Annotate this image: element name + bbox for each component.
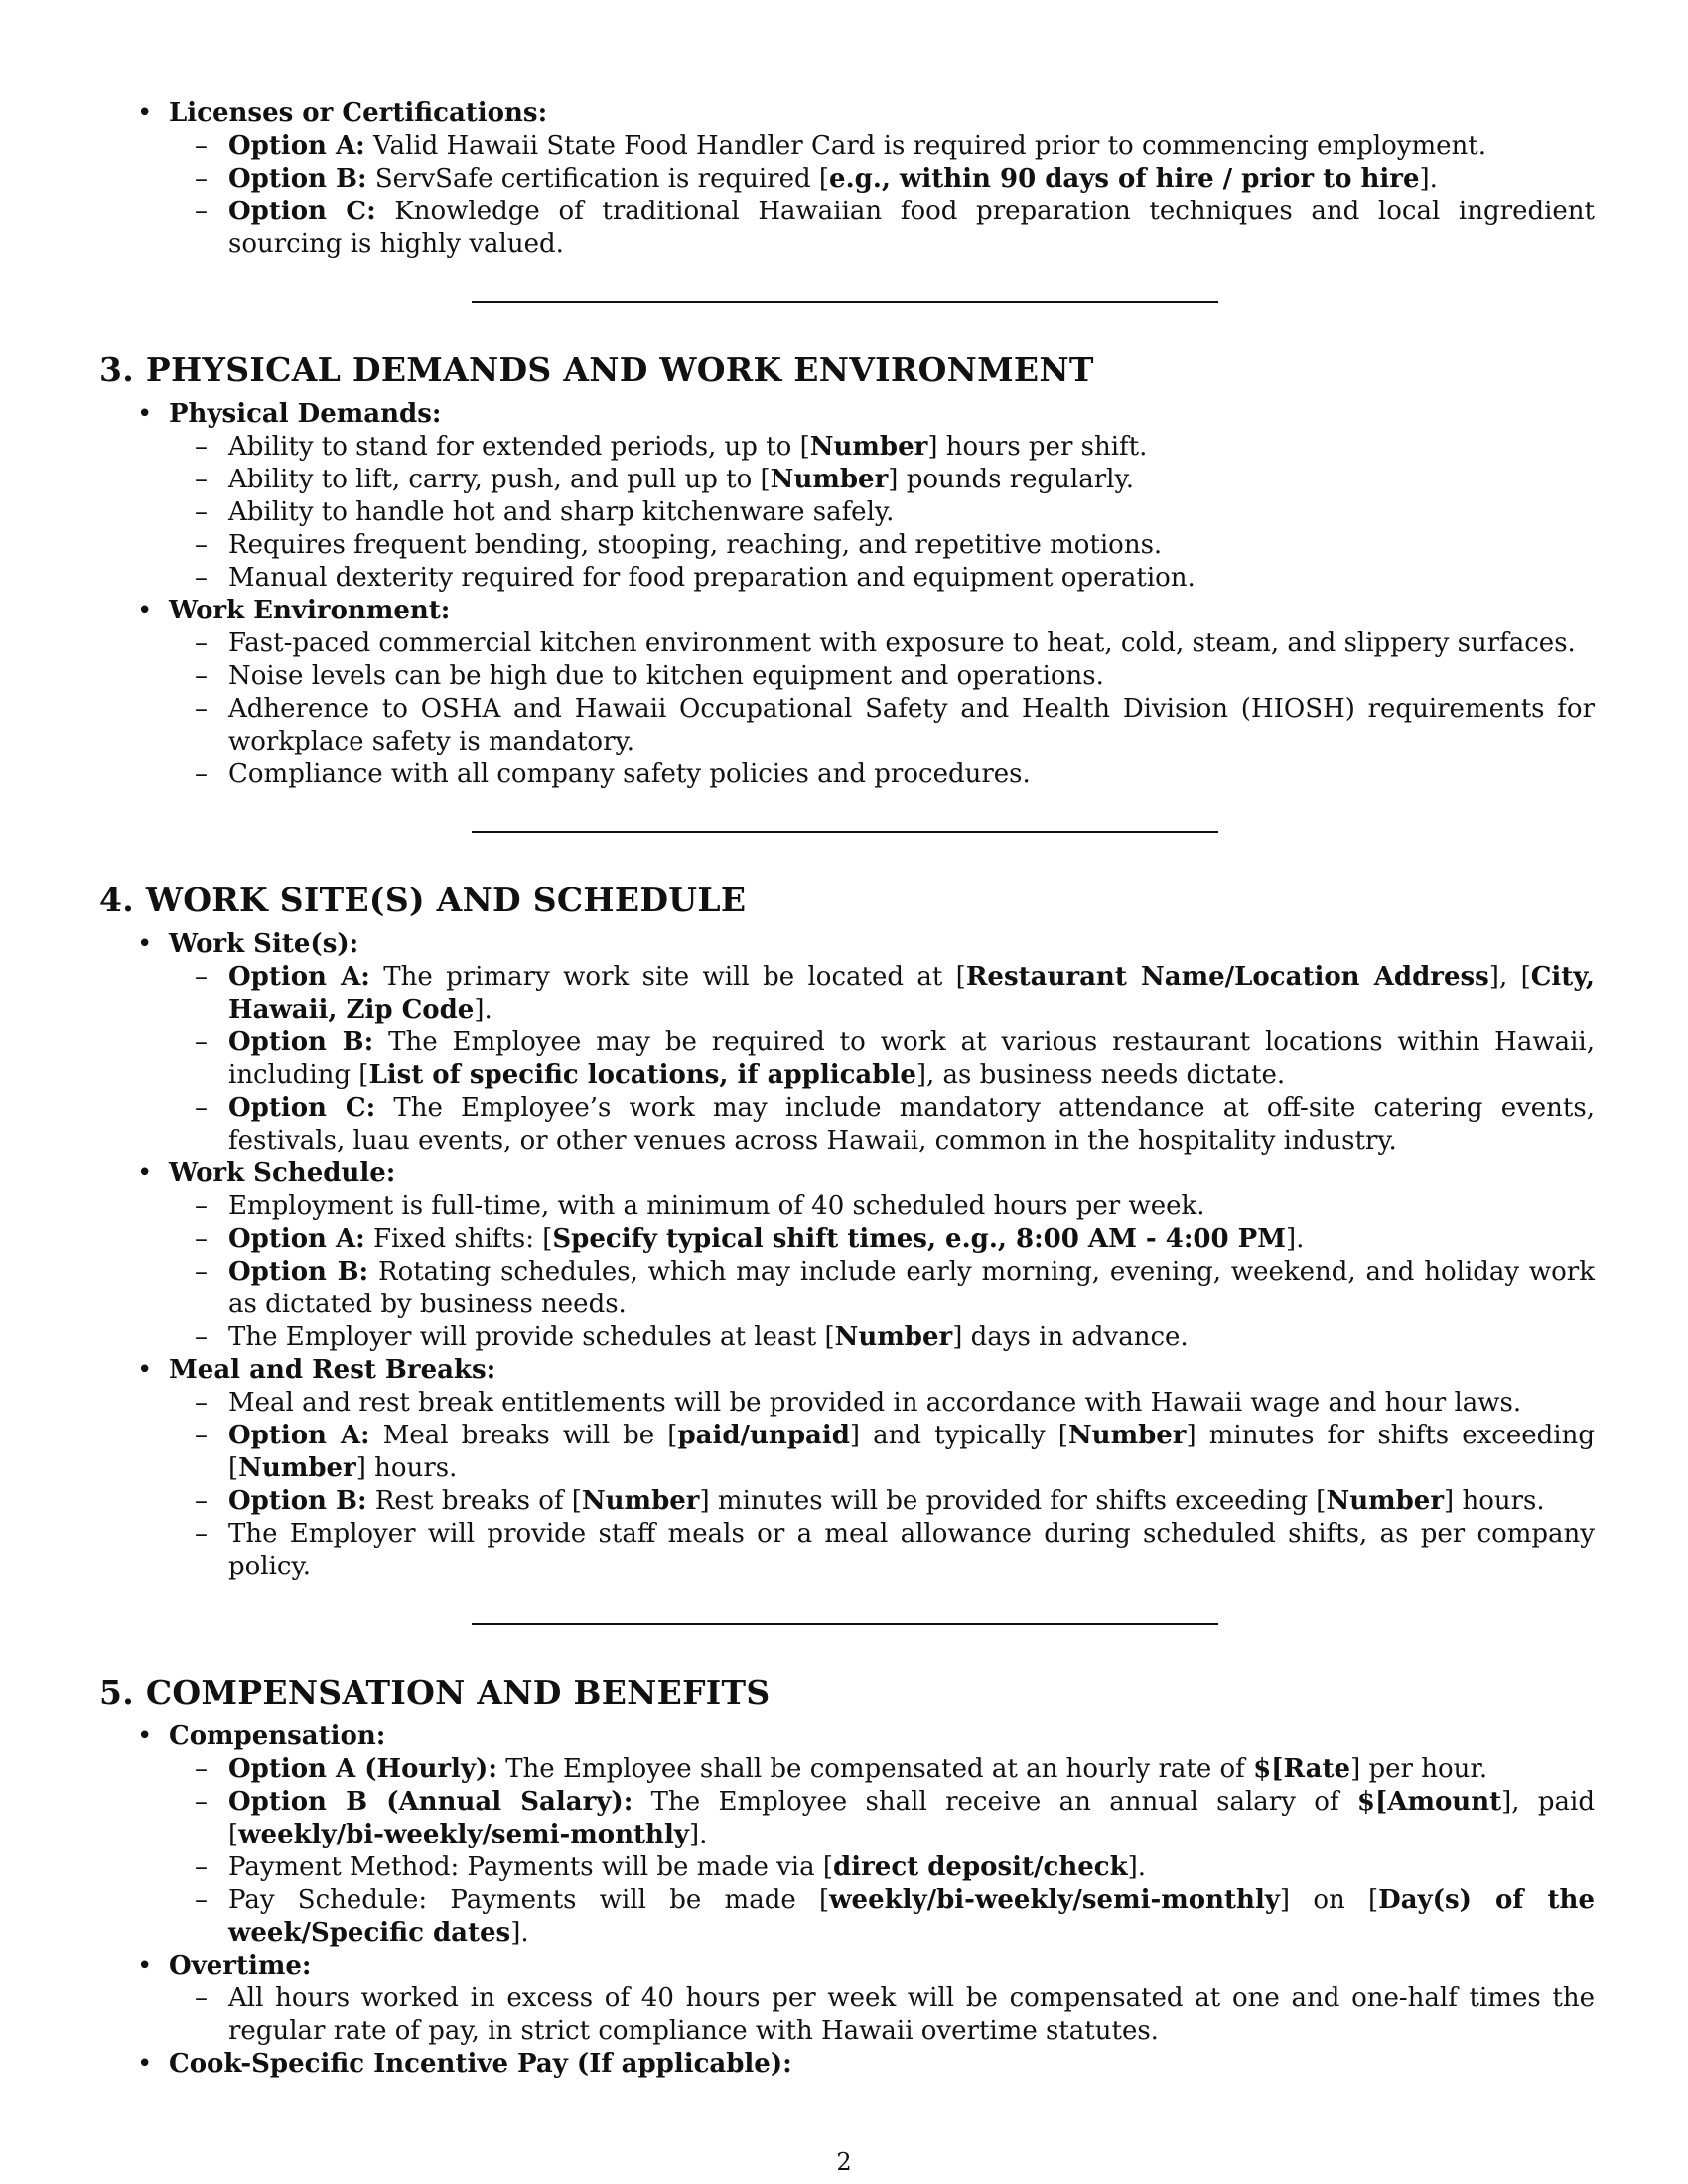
work-environment-title: Work Environment:: [169, 596, 451, 625]
option-text: ].: [688, 1820, 708, 1849]
option-text: Fixed shifts: [: [364, 1224, 553, 1254]
meal-breaks-item: [99, 1354, 1595, 1583]
placeholder-text: $[Rate: [1253, 1754, 1351, 1784]
placeholder-text: weekly/bi-weekly/semi-monthly: [238, 1820, 689, 1849]
payment-method: [169, 1851, 1595, 1884]
option-label: Option B:: [228, 164, 367, 194]
option-label: Option A:: [228, 1421, 370, 1450]
work-environment-item: [99, 595, 1595, 791]
option-text: The Employee shall receive an annual salary of: [633, 1787, 1357, 1817]
placeholder-text: Number: [238, 1453, 356, 1483]
overtime-subitems: [169, 1982, 1595, 2048]
section-heading-work-sites: 4. WORK SITE(S) AND SCHEDULE: [99, 881, 747, 919]
option-text: ], [: [1488, 962, 1531, 992]
option-label: Option B:: [228, 1027, 374, 1057]
physical-demands-list: [99, 398, 1595, 791]
placeholder-text: $[Amount: [1356, 1787, 1502, 1817]
option-label: Option C:: [228, 1093, 376, 1123]
licenses-list: [99, 97, 1595, 261]
section-heading-compensation: 5. COMPENSATION AND BENEFITS: [99, 1673, 771, 1711]
option-text: ] minutes for shifts exceeding [: [228, 1421, 1595, 1483]
licenses-options: [169, 130, 1595, 261]
item-text: Pay Schedule: Payments will be made [: [228, 1885, 830, 1915]
work-sites-options: [169, 961, 1595, 1158]
physical-demands-item: [99, 398, 1595, 595]
list-item: – The Employer will provide staff meals or a meal allowance during scheduled shifts, as per company policy.: [169, 1518, 1595, 1583]
option-text: ], paid [: [228, 1787, 1595, 1849]
list-item: – Manual dexterity required for food preparation and equipment operation.: [169, 562, 1595, 595]
placeholder-text: Restaurant Name/Location Address: [965, 962, 1489, 992]
physical-demands-subitems: [169, 431, 1595, 595]
placeholder-text: Number: [834, 1322, 953, 1352]
placeholder-text: Number: [581, 1486, 700, 1516]
pay-schedule: [169, 1884, 1595, 1950]
placeholder-text: City, Hawaii, Zip Code: [228, 962, 1595, 1024]
option-label: Option A:: [228, 1224, 365, 1254]
placeholder-text: weekly/bi-weekly/semi-monthly: [829, 1885, 1280, 1915]
option-text: ].: [474, 995, 492, 1024]
item-text: The Employer will provide schedules at least [: [228, 1322, 835, 1352]
placeholder-text: Day(s) of the week/Specific dates: [228, 1885, 1595, 1948]
option-text: Meal breaks will be [: [369, 1421, 678, 1450]
licenses-option-b: [169, 163, 1595, 196]
breaks-option-a: [169, 1420, 1595, 1485]
work-site-option-a: [169, 961, 1595, 1026]
option-text: The Employee may be required to work at various restaurant locations within Hawaii, including [: [228, 1027, 1595, 1090]
compensation-option-b: [169, 1786, 1595, 1851]
list-item: – Noise levels can be high due to kitchen equipment and operations.: [169, 660, 1595, 693]
meal-breaks-title: Meal and Rest Breaks:: [169, 1355, 496, 1385]
schedule-option-b: [169, 1256, 1595, 1321]
placeholder-text: List of specific locations, if applicable: [368, 1060, 916, 1090]
item-text: ] hours per shift.: [927, 432, 1148, 462]
placeholder-text: e.g., within 90 days of hire / prior to hire: [829, 164, 1420, 194]
placeholder-text: Number: [770, 465, 889, 494]
item-text: ] on [: [1279, 1885, 1379, 1915]
option-label: Option A:: [228, 131, 365, 161]
work-schedule-subitems: [169, 1190, 1595, 1354]
list-item: – Meal and rest break entitlements will be provided in accordance with Hawaii wage and hour laws.: [169, 1387, 1595, 1420]
incentive-pay-item: [99, 2048, 1595, 2081]
option-text: ] and typically [: [849, 1421, 1068, 1450]
placeholder-text: Number: [1326, 1486, 1445, 1516]
option-text: Knowledge of traditional Hawaiian food preparation techniques and local ingredient sourcing is highly valued.: [228, 197, 1595, 259]
option-label: Option A:: [228, 962, 370, 992]
list-item: – Employment is full-time, with a minimum of 40 scheduled hours per week.: [169, 1190, 1595, 1223]
work-site-option-c: [169, 1092, 1595, 1158]
placeholder-text: direct deposit/check: [833, 1852, 1128, 1882]
option-label: Option C:: [228, 197, 376, 226]
document-page: [99, 97, 1595, 2081]
option-text: Rotating schedules, which may include early morning, evening, weekend, and holiday work as dictated by business needs.: [228, 1257, 1595, 1319]
placeholder-text: Number: [1067, 1421, 1187, 1450]
overtime-item: [99, 1950, 1595, 2048]
item-text: ] pounds regularly.: [888, 465, 1134, 494]
work-schedule-item: [99, 1158, 1595, 1354]
option-text: Valid Hawaii State Food Handler Card is required prior to commencing employment.: [364, 131, 1486, 161]
work-sites-title: Work Site(s):: [169, 929, 359, 959]
option-text: The Employee shall be compensated at an hourly rate of: [496, 1754, 1254, 1784]
option-text: ] per hour.: [1350, 1754, 1488, 1784]
licenses-option-a: [169, 130, 1595, 163]
work-site-option-b: [169, 1026, 1595, 1092]
page-number: 2: [836, 2148, 852, 2176]
option-text: ].: [1286, 1224, 1305, 1254]
option-text: ] hours.: [355, 1453, 458, 1483]
breaks-option-b: [169, 1485, 1595, 1518]
item-text: Ability to lift, carry, push, and pull up to [: [228, 465, 771, 494]
licenses-option-c: [169, 196, 1595, 261]
option-text: The primary work site will be located at [: [369, 962, 966, 992]
work-sites-list: [99, 928, 1595, 1583]
licenses-title: Licenses or Certifications:: [169, 98, 548, 128]
work-environment-subitems: [169, 627, 1595, 791]
placeholder-text: Number: [809, 432, 928, 462]
option-label: Option B:: [228, 1257, 369, 1287]
placeholder-text: paid/unpaid: [677, 1421, 850, 1450]
work-schedule-title: Work Schedule:: [169, 1159, 396, 1188]
incentive-pay-title: Cook-Specific Incentive Pay (If applicable):: [169, 2049, 792, 2079]
physical-demands-title: Physical Demands:: [169, 399, 442, 429]
item-text: ] days in advance.: [952, 1322, 1189, 1352]
compensation-title: Compensation:: [169, 1721, 386, 1751]
compensation-option-a: [169, 1753, 1595, 1786]
item-text: Payment Method: Payments will be made via [: [228, 1852, 834, 1882]
section-divider: [472, 1623, 1218, 1625]
item-text: Ability to stand for extended periods, up to [: [228, 432, 810, 462]
licenses-item: [99, 97, 1595, 261]
section-heading-physical-demands: 3. PHYSICAL DEMANDS AND WORK ENVIRONMENT: [99, 350, 1094, 389]
work-sites-item: [99, 928, 1595, 1158]
list-item: [169, 1321, 1595, 1354]
item-text: ].: [510, 1918, 529, 1948]
option-text: ServSafe certification is required [: [366, 164, 830, 194]
item-text: ].: [1127, 1852, 1147, 1882]
compensation-item: [99, 1720, 1595, 1950]
option-text: ], as business needs dictate.: [915, 1060, 1286, 1090]
compensation-list: [99, 1720, 1595, 2081]
option-text: ].: [1419, 164, 1438, 194]
option-text: ] hours.: [1444, 1486, 1545, 1516]
list-item: [169, 464, 1595, 496]
list-item: – Adherence to OSHA and Hawaii Occupational Safety and Health Division (HIOSH) requirements for workplace safety is mandatory.: [169, 693, 1595, 758]
compensation-subitems: [169, 1753, 1595, 1950]
option-label: Option A (Hourly):: [228, 1754, 497, 1784]
option-text: The Employee’s work may include mandatory attendance at off-site catering events, festivals, luau events, or other venues across Hawaii, common in the hospitality industry.: [228, 1093, 1595, 1156]
list-item: – Requires frequent bending, stooping, reaching, and repetitive motions.: [169, 529, 1595, 562]
option-text: Rest breaks of [: [366, 1486, 582, 1516]
option-label: Option B (Annual Salary):: [228, 1787, 633, 1817]
option-text: ] minutes will be provided for shifts exceeding [: [699, 1486, 1327, 1516]
list-item: – Compliance with all company safety policies and procedures.: [169, 758, 1595, 791]
list-item: [169, 431, 1595, 464]
placeholder-text: Specify typical shift times, e.g., 8:00 AM - 4:00 PM: [552, 1224, 1287, 1254]
meal-breaks-subitems: [169, 1387, 1595, 1583]
section-divider: [472, 831, 1218, 833]
list-item: – Ability to handle hot and sharp kitchenware safely.: [169, 496, 1595, 529]
list-item: – Fast-paced commercial kitchen environment with exposure to heat, cold, steam, and slippery surfaces.: [169, 627, 1595, 660]
schedule-option-a: [169, 1223, 1595, 1256]
list-item: – All hours worked in excess of 40 hours per week will be compensated at one and one-half times the regular rate of pay, in strict compliance with Hawaii overtime statutes.: [169, 1982, 1595, 2048]
section-divider: [472, 301, 1218, 303]
overtime-title: Overtime:: [169, 1951, 312, 1980]
option-label: Option B:: [228, 1486, 367, 1516]
